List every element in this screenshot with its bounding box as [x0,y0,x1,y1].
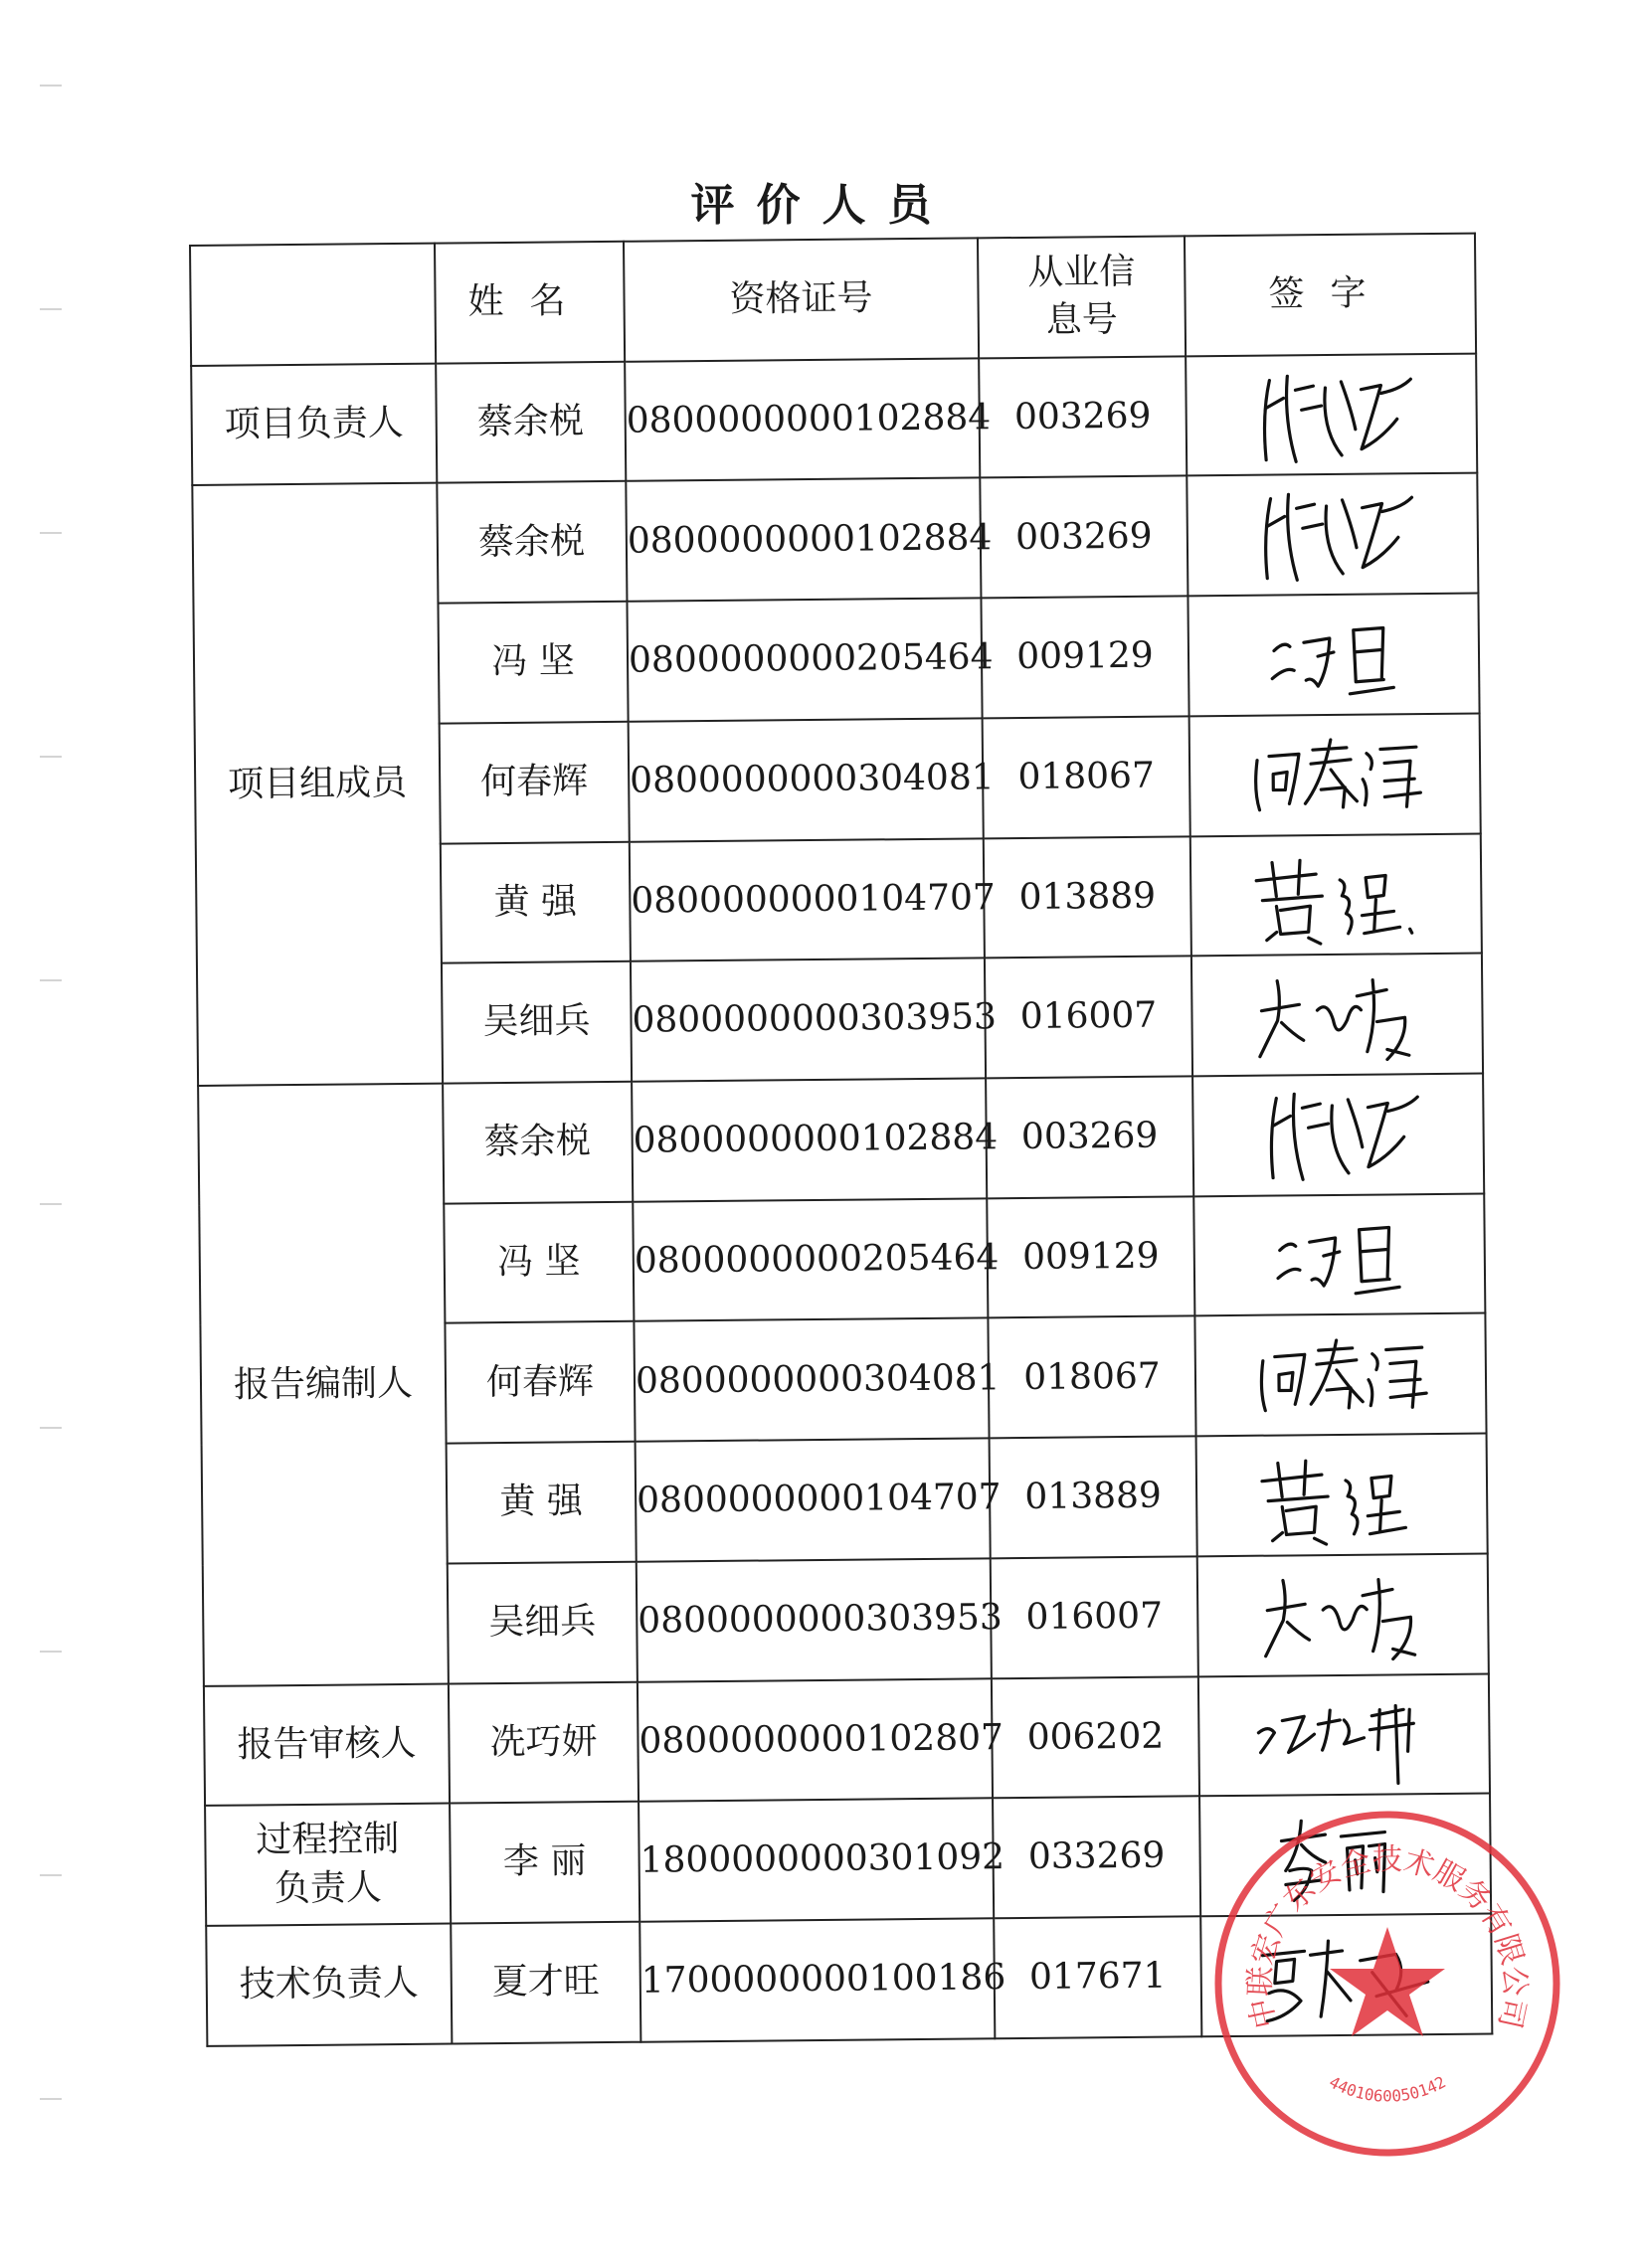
binding-mark [40,1874,62,1876]
signature-cell [1186,353,1477,476]
binding-mark [40,1427,62,1429]
signature-cell [1194,1313,1486,1437]
info-number: 013889 [990,1437,1197,1559]
person-name: 冼巧妍 [449,1681,639,1804]
cert-number: 0800000000102884 [632,1078,987,1201]
info-number: 003269 [986,1076,1193,1198]
info-number: 006202 [992,1676,1199,1799]
info-number: 003269 [979,356,1187,478]
person-name: 李 丽 [450,1802,639,1924]
info-number: 017671 [994,1916,1201,2038]
signature-cell [1187,473,1478,597]
role-project-leader: 项目负责人 [191,363,437,485]
signature-huang [1242,1440,1442,1551]
signature-feng [1239,1199,1439,1310]
info-number: 016007 [985,957,1192,1079]
signature-cai [1232,479,1432,591]
binding-mark [40,85,62,87]
info-number: 003269 [980,476,1187,599]
signature-wu [1243,1559,1443,1670]
signature-cell [1189,713,1481,836]
person-name: 冯 坚 [444,1202,634,1324]
cert-number: 0800000000205464 [633,1198,988,1321]
evaluator-table [189,233,1493,2047]
binding-mark [40,308,62,310]
person-name: 何春辉 [440,722,630,844]
cert-number: 0800000000102807 [638,1678,993,1802]
table-row [204,1673,1490,1806]
person-name: 冯 坚 [438,602,628,724]
role-process-control: 过程控制负责人 [205,1804,451,1926]
role-project-members: 项目组成员 [192,483,443,1086]
seal-company-name: 中联宏广东安全技术服务有限公司 [1242,1842,1533,2032]
info-number: 018067 [983,716,1190,838]
company-seal [1203,1800,1571,2168]
person-name: 蔡余棁 [443,1082,633,1204]
table-row [192,473,1478,606]
cert-number: 0800000000102884 [626,478,981,602]
signature-cell [1192,1074,1484,1197]
signature-cai [1238,1079,1438,1190]
role-report-writers: 报告编制人 [198,1084,449,1686]
info-number: 009129 [981,597,1188,719]
info-number: 016007 [991,1556,1198,1678]
signature-cell [1187,594,1479,717]
header-name: 姓名 [435,242,625,364]
cert-number: 0800000000104707 [636,1439,991,1562]
signature-cell [1190,833,1482,957]
page-title: 评价人员 [690,180,954,231]
signature-cell [1198,1673,1490,1797]
info-number: 033269 [993,1797,1200,1919]
cert-number: 0800000000102884 [625,358,980,481]
table-header-row [190,234,1476,366]
binding-mark [40,1203,62,1205]
binding-mark [40,1651,62,1653]
signature-huang [1236,839,1436,951]
signature-cai [1231,359,1431,470]
role-report-reviewer: 报告审核人 [204,1683,450,1806]
svg-text:4401060050142 [1326,2072,1449,2105]
header-cert: 资格证号 [624,238,979,361]
table-row [198,1074,1484,1206]
signature-xian [1244,1679,1444,1791]
person-name: 黄 强 [447,1442,637,1564]
person-name: 吴细兵 [448,1562,638,1684]
binding-mark [40,2098,62,2100]
binding-mark [40,979,62,981]
cert-number: 0800000000303953 [637,1558,992,1681]
cert-number: 0800000000104707 [630,838,985,961]
signature-cell [1196,1434,1488,1557]
person-name: 蔡余棁 [437,481,627,604]
signature-he [1240,1319,1440,1431]
person-name: 夏才旺 [451,1922,640,2044]
table-row [191,353,1477,485]
binding-mark [40,532,62,534]
signature-cell [1191,954,1483,1077]
cert-number: 1800000000301092 [639,1799,994,1922]
person-name: 黄 强 [441,841,631,963]
seal-star-icon [1330,1927,1445,2036]
header-sign: 签字 [1185,234,1476,357]
signature-he [1235,719,1435,830]
header-info: 从业信息号 [978,236,1186,358]
signature-feng [1233,600,1433,711]
cert-number: 1700000000100186 [639,1918,995,2041]
person-name: 吴细兵 [442,961,632,1084]
signature-wu [1237,960,1437,1071]
cert-number: 0800000000304081 [634,1318,989,1442]
info-number: 013889 [984,836,1191,959]
cert-number: 0800000000205464 [627,599,982,722]
seal-number: 4401060050142 [1326,2072,1449,2106]
cert-number: 0800000000304081 [629,718,984,841]
role-technical-lead: 技术负责人 [206,1924,452,2046]
header-role [190,244,436,366]
cert-number: 0800000000303953 [631,959,986,1082]
signature-cell [1193,1193,1485,1316]
person-name: 何春辉 [445,1321,635,1444]
person-name: 蔡余棁 [436,362,626,484]
info-number: 009129 [987,1196,1194,1318]
binding-mark [40,756,62,758]
signature-cell [1197,1553,1489,1676]
info-number: 018067 [988,1316,1195,1439]
